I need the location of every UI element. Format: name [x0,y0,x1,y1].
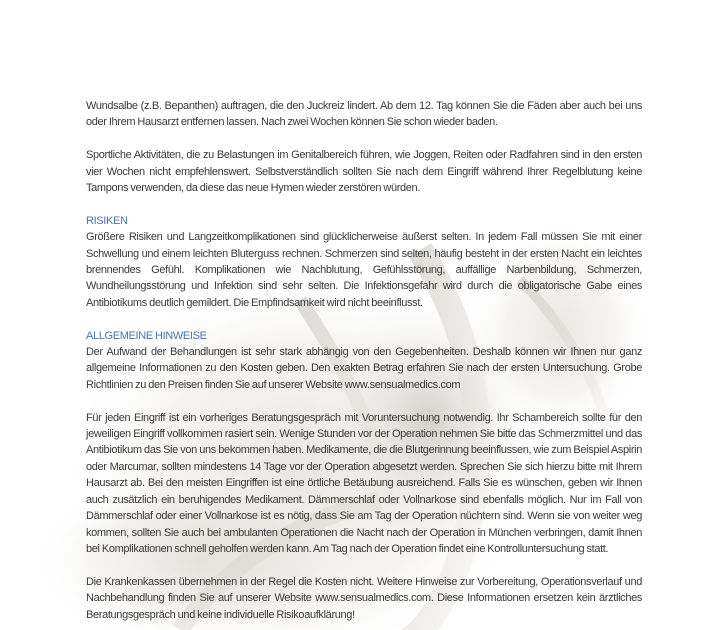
text-risks: Größere Risiken und Langzeitkomplikationen sind glücklicherweise äußerst selten. In jedem Fall müssen Sie mit einer Schwellung und einem leichten Bluterguss rechnen. Schmerzen sind selten, häufig besteht in der ersten Nacht ein leichtes brennendes Gefühl. Komplikationen wie Nachblutung, Gefühlsstörung, auffällige Narbenbildung, Schmerzen, Wundheilungsstörung und Infektion sind sehr selten. Die Infektionsgefahr wird durch die obligatorische Gabe eines Antibiotikums deutlich gemildert. Die Empfindsamkeit wird nicht beeinflusst. [86,231,642,309]
heading-general-notes: ALLGEMEINE HINWEISE [86,329,207,342]
document-body [86,98,642,623]
paragraph-sport: Sportliche Aktivitäten, die zu Belastungen im Genitalbereich führen, wie Joggen, Reiten oder Radfahren sind in den ersten vier Wochen nicht empfehlenswert. Selbstverständlich sollten Sie nach dem Eingriff während Ihrer Regelblutung keine Tampons verwenden, da diese das neue Hymen wieder zerstören würden. [86,149,642,195]
paragraph-procedure: Für jeden Eingriff ist ein vorheriges Beratungsgespräch mit Voruntersuchung notwendig. Ihr Schambereich sollte für den jeweiligen Eingriff vollkommen rasiert sein. Wenige Stunden vor der Operation nehmen Sie bitte das Schmerzmittel und das Antibiotikum das Sie von uns bekommen haben. Medikamente, die die Blutgerinnung beeinflussen, wie zum Beispiel Aspirin oder Marcumar, sollten mindestens 14 Tage vor der Operation abgesetzt werden. Sprechen Sie sich hierzu bitte mit Ihrem Hausarzt ab. Bei den meisten Eingriffen ist eine örtliche Betäubung ausreichend. Falls Sie es wünschen, geben wir Ihnen auch zusätzlich ein beruhigendes Medikament. Dämmerschlaf oder Vollnarkose sind ebenfalls möglich. Nur im Fall von Dämmerschlaf oder einer Vollnarkose ist es nötig, dass Sie am Tag der Operation nüchtern sind. Wenn sie von weiter weg kommen, sollten Sie auch bei ambulanten Operationen die Nacht nach der Operation in München verbringen, damit Ihnen bei Komplikationen schnell geholfen werden kann. Am Tag nach der Operation findet eine Kontrolluntersuchung statt. [86,411,642,555]
section-general-notes [86,328,642,394]
text-general-notes: Der Aufwand der Behandlungen ist sehr stark abhängig von den Gegebenheiten. Deshalb können wir Ihnen nur ganz allgemeine Informationen zu den Kosten geben. Den exakten Betrag erfahren Sie nach der ersten Untersuchung. Grobe Richtlinien zu den Preisen finden Sie auf unserer Website www.sensualmedics.com [86,346,642,391]
heading-risks: RISIKEN [86,214,128,227]
paragraph-insurance: Die Krankenkassen übernehmen in der Regel die Kosten nicht. Weitere Hinweise zur Vorbereitung, Operationsverlauf und Nachbehandlung finden Sie auf unserer Website www.sensualmedics.com. Diese Informationen ersetzen kein ärztliches Beratungsgespräch und keine individuelle Risikoaufklärung! [86,575,642,621]
section-risks [86,213,642,311]
paragraph-wound-care: Wundsalbe (z.B. Bepanthen) auftragen, die den Juckreiz lindert. Ab dem 12. Tag können Sie die Fäden aber auch bei uns oder Ihrem Hausarzt entfernen lassen. Nach zwei Wochen können Sie schon wieder baden. [86,100,642,129]
